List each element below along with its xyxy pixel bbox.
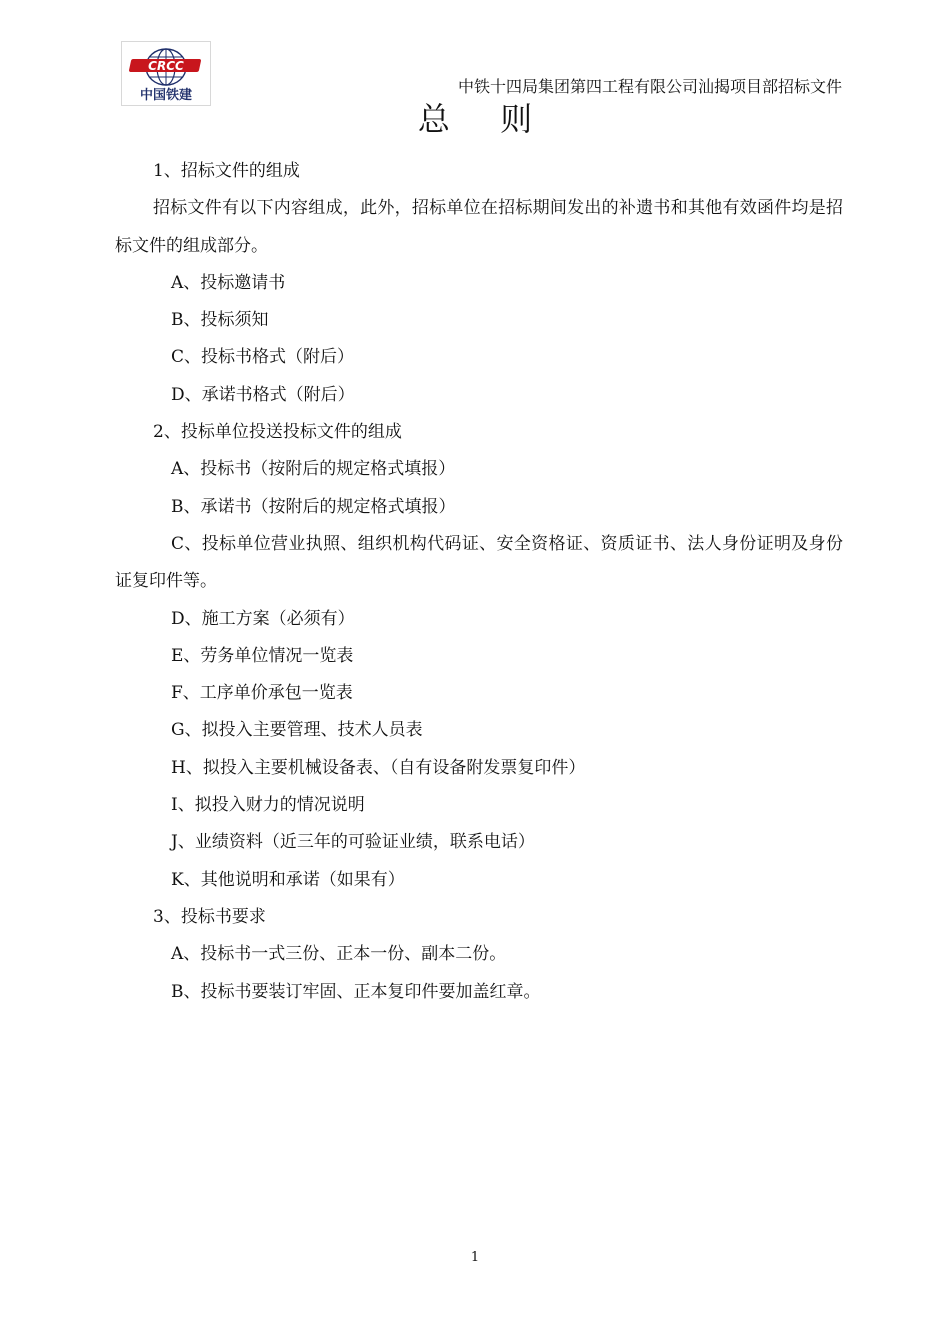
list-item: D、施工方案（必须有） bbox=[171, 608, 355, 629]
list-item: B、投标书要装订牢固、正本复印件要加盖红章。 bbox=[171, 981, 541, 1002]
page-number: 1 bbox=[470, 1250, 480, 1265]
section-3-heading: 3、投标书要求 bbox=[153, 906, 266, 927]
list-item: J、业绩资料（近三年的可验证业绩，联系电话） bbox=[171, 832, 535, 853]
list-item: C、投标单位营业执照、组织机构代码证、安全资格证、资质证书、法人身份证明及身份证复印件等。 bbox=[115, 533, 843, 592]
list-item: A、投标邀请书 bbox=[171, 272, 286, 293]
section-1-heading: 1、招标文件的组成 bbox=[153, 161, 300, 181]
list-item: H、拟投入主要机械设备表、（自有设备附发票复印件） bbox=[171, 757, 586, 778]
list-item: B、承诺书（按附后的规定格式填报） bbox=[171, 496, 456, 517]
list-item: F、工序单价承包一览表 bbox=[171, 683, 353, 704]
list-item: C、投标书格式（附后） bbox=[171, 347, 355, 368]
svg-text:CRCC: CRCC bbox=[148, 59, 184, 73]
list-item: A、投标书一式三份、正本一份、副本二份。 bbox=[171, 944, 507, 965]
header-company-line: 中铁十四局集团第四工程有限公司汕揭项目部招标文件 bbox=[457, 77, 842, 96]
list-item: K、其他说明和承诺（如果有） bbox=[171, 869, 405, 890]
section-2-heading: 2、投标单位投送投标文件的组成 bbox=[153, 422, 402, 443]
list-item: D、承诺书格式（附后） bbox=[171, 384, 355, 405]
list-item: E、劳务单位情况一览表 bbox=[171, 645, 354, 666]
document-body bbox=[115, 153, 843, 1011]
list-item: G、拟投入主要管理、技术人员表 bbox=[171, 720, 423, 741]
list-item: I、拟投入财力的情况说明 bbox=[171, 795, 365, 816]
list-item: B、投标须知 bbox=[171, 310, 269, 331]
list-item: A、投标书（按附后的规定格式填报） bbox=[171, 459, 456, 480]
svg-text:中国铁建: 中国铁建 bbox=[139, 88, 193, 103]
section-1-paragraph: 招标文件有以下内容组成，此外，招标单位在招标期间发出的补遗书和其他有效函件均是招标文件的组成部分。 bbox=[115, 198, 843, 256]
document-title: 总 则 bbox=[417, 100, 553, 138]
